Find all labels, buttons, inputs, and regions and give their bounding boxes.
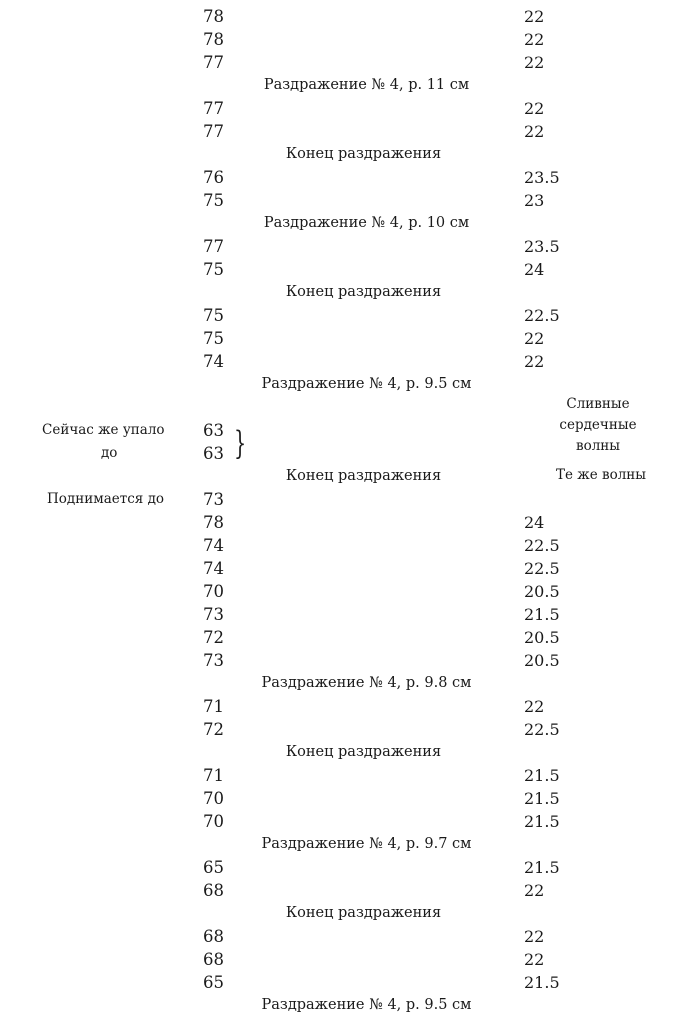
wave-value: 22 bbox=[524, 53, 545, 72]
stimulation-end-heading: Конец раздражения bbox=[285, 146, 442, 162]
table-row bbox=[0, 28, 687, 51]
table-row bbox=[0, 603, 687, 626]
table-row bbox=[0, 51, 687, 74]
table-row bbox=[0, 327, 687, 350]
wave-value: 22.5 bbox=[524, 536, 560, 555]
wave-value: 22 bbox=[524, 99, 545, 118]
wave-value: 21.5 bbox=[524, 605, 560, 624]
stimulation-end-heading: Конец раздражения bbox=[285, 744, 442, 760]
pressure-value: 78 bbox=[203, 30, 224, 49]
table-row bbox=[0, 534, 687, 557]
pressure-value: 75 bbox=[203, 329, 224, 348]
table-row bbox=[0, 350, 687, 373]
pressure-value: 77 bbox=[203, 99, 224, 118]
stimulation-end-heading: Конец раздражения bbox=[285, 905, 442, 921]
pressure-value: 75 bbox=[203, 306, 224, 325]
table-row bbox=[0, 626, 687, 649]
wave-value: 20.5 bbox=[524, 651, 560, 670]
pressure-value: 75 bbox=[203, 191, 224, 210]
table-row bbox=[0, 97, 687, 120]
wave-value: 20.5 bbox=[524, 582, 560, 601]
wave-value: 23.5 bbox=[524, 237, 560, 256]
table-row bbox=[0, 557, 687, 580]
pressure-value: 74 bbox=[203, 352, 224, 371]
stimulation-heading: Раздражение № 4, р. 9.8 см bbox=[261, 675, 472, 691]
table-row bbox=[0, 580, 687, 603]
pressure-value: 78 bbox=[203, 7, 224, 26]
annotation-left: до bbox=[101, 445, 118, 461]
table-row bbox=[0, 764, 687, 787]
pressure-value: 71 bbox=[203, 766, 224, 785]
table-row bbox=[0, 695, 687, 718]
table-row bbox=[0, 971, 687, 994]
pressure-value: 70 bbox=[203, 812, 224, 831]
table-row bbox=[0, 189, 687, 212]
pressure-value: 68 bbox=[203, 950, 224, 969]
annotation-waves-line: волны bbox=[575, 438, 621, 454]
table-row bbox=[0, 649, 687, 672]
pressure-value: 63 bbox=[203, 444, 224, 463]
table-row bbox=[0, 304, 687, 327]
annotation-same-waves: Те же волны bbox=[556, 467, 647, 483]
wave-value: 22 bbox=[524, 950, 545, 969]
annotation-waves-line: сердечные bbox=[559, 417, 637, 433]
table-row bbox=[0, 925, 687, 948]
wave-value: 22 bbox=[524, 7, 545, 26]
wave-value: 22 bbox=[524, 122, 545, 141]
brace-icon: } bbox=[234, 424, 247, 462]
table-row bbox=[0, 166, 687, 189]
stimulation-heading: Раздражение № 4, р. 9.5 см bbox=[261, 997, 472, 1013]
table-row bbox=[0, 718, 687, 741]
wave-value: 22 bbox=[524, 30, 545, 49]
pressure-value: 65 bbox=[203, 858, 224, 877]
wave-value: 21.5 bbox=[524, 858, 560, 877]
stimulation-end-heading: Конец раздражения bbox=[285, 468, 442, 484]
table-row bbox=[0, 488, 687, 511]
pressure-value: 73 bbox=[203, 651, 224, 670]
pressure-value: 77 bbox=[203, 122, 224, 141]
pressure-value: 72 bbox=[203, 720, 224, 739]
annotation-left: Сейчас же упало bbox=[42, 422, 165, 438]
table-row bbox=[0, 5, 687, 28]
wave-value: 24 bbox=[524, 513, 545, 532]
pressure-value: 76 bbox=[203, 168, 224, 187]
pressure-value: 74 bbox=[203, 559, 224, 578]
wave-value: 22 bbox=[524, 927, 545, 946]
annotation-waves-line: Сливные bbox=[566, 396, 630, 412]
table-row bbox=[0, 120, 687, 143]
pressure-value: 70 bbox=[203, 789, 224, 808]
pressure-value: 78 bbox=[203, 513, 224, 532]
table-row bbox=[0, 787, 687, 810]
table-row bbox=[0, 948, 687, 971]
pressure-value: 73 bbox=[203, 490, 224, 509]
stimulation-heading: Раздражение № 4, р. 11 см bbox=[263, 77, 470, 93]
wave-value: 23.5 bbox=[524, 168, 560, 187]
pressure-value: 75 bbox=[203, 260, 224, 279]
table-row bbox=[0, 258, 687, 281]
wave-value: 20.5 bbox=[524, 628, 560, 647]
wave-value: 22 bbox=[524, 881, 545, 900]
table-row bbox=[0, 511, 687, 534]
pressure-value: 68 bbox=[203, 927, 224, 946]
stimulation-heading: Раздражение № 4, р. 9.7 см bbox=[261, 836, 472, 852]
table-row bbox=[0, 879, 687, 902]
pressure-value: 70 bbox=[203, 582, 224, 601]
pressure-value: 63 bbox=[203, 421, 224, 440]
wave-value: 21.5 bbox=[524, 789, 560, 808]
pressure-value: 71 bbox=[203, 697, 224, 716]
pressure-value: 74 bbox=[203, 536, 224, 555]
wave-value: 22.5 bbox=[524, 720, 560, 739]
wave-value: 21.5 bbox=[524, 812, 560, 831]
wave-value: 24 bbox=[524, 260, 545, 279]
table-row bbox=[0, 856, 687, 879]
wave-value: 22 bbox=[524, 329, 545, 348]
pressure-value: 65 bbox=[203, 973, 224, 992]
annotation-left: Поднимается до bbox=[47, 491, 165, 507]
wave-value: 22 bbox=[524, 697, 545, 716]
table-row bbox=[0, 810, 687, 833]
wave-value: 23 bbox=[524, 191, 545, 210]
wave-value: 22 bbox=[524, 352, 545, 371]
wave-value: 21.5 bbox=[524, 973, 560, 992]
wave-value: 22.5 bbox=[524, 559, 560, 578]
pressure-value: 73 bbox=[203, 605, 224, 624]
wave-value: 22.5 bbox=[524, 306, 560, 325]
pressure-value: 68 bbox=[203, 881, 224, 900]
stimulation-heading: Раздражение № 4, р. 9.5 см bbox=[261, 376, 472, 392]
wave-value: 21.5 bbox=[524, 766, 560, 785]
pressure-value: 77 bbox=[203, 237, 224, 256]
pressure-value: 77 bbox=[203, 53, 224, 72]
stimulation-end-heading: Конец раздражения bbox=[285, 284, 442, 300]
stimulation-heading: Раздражение № 4, р. 10 см bbox=[263, 215, 470, 231]
table-row bbox=[0, 235, 687, 258]
pressure-value: 72 bbox=[203, 628, 224, 647]
